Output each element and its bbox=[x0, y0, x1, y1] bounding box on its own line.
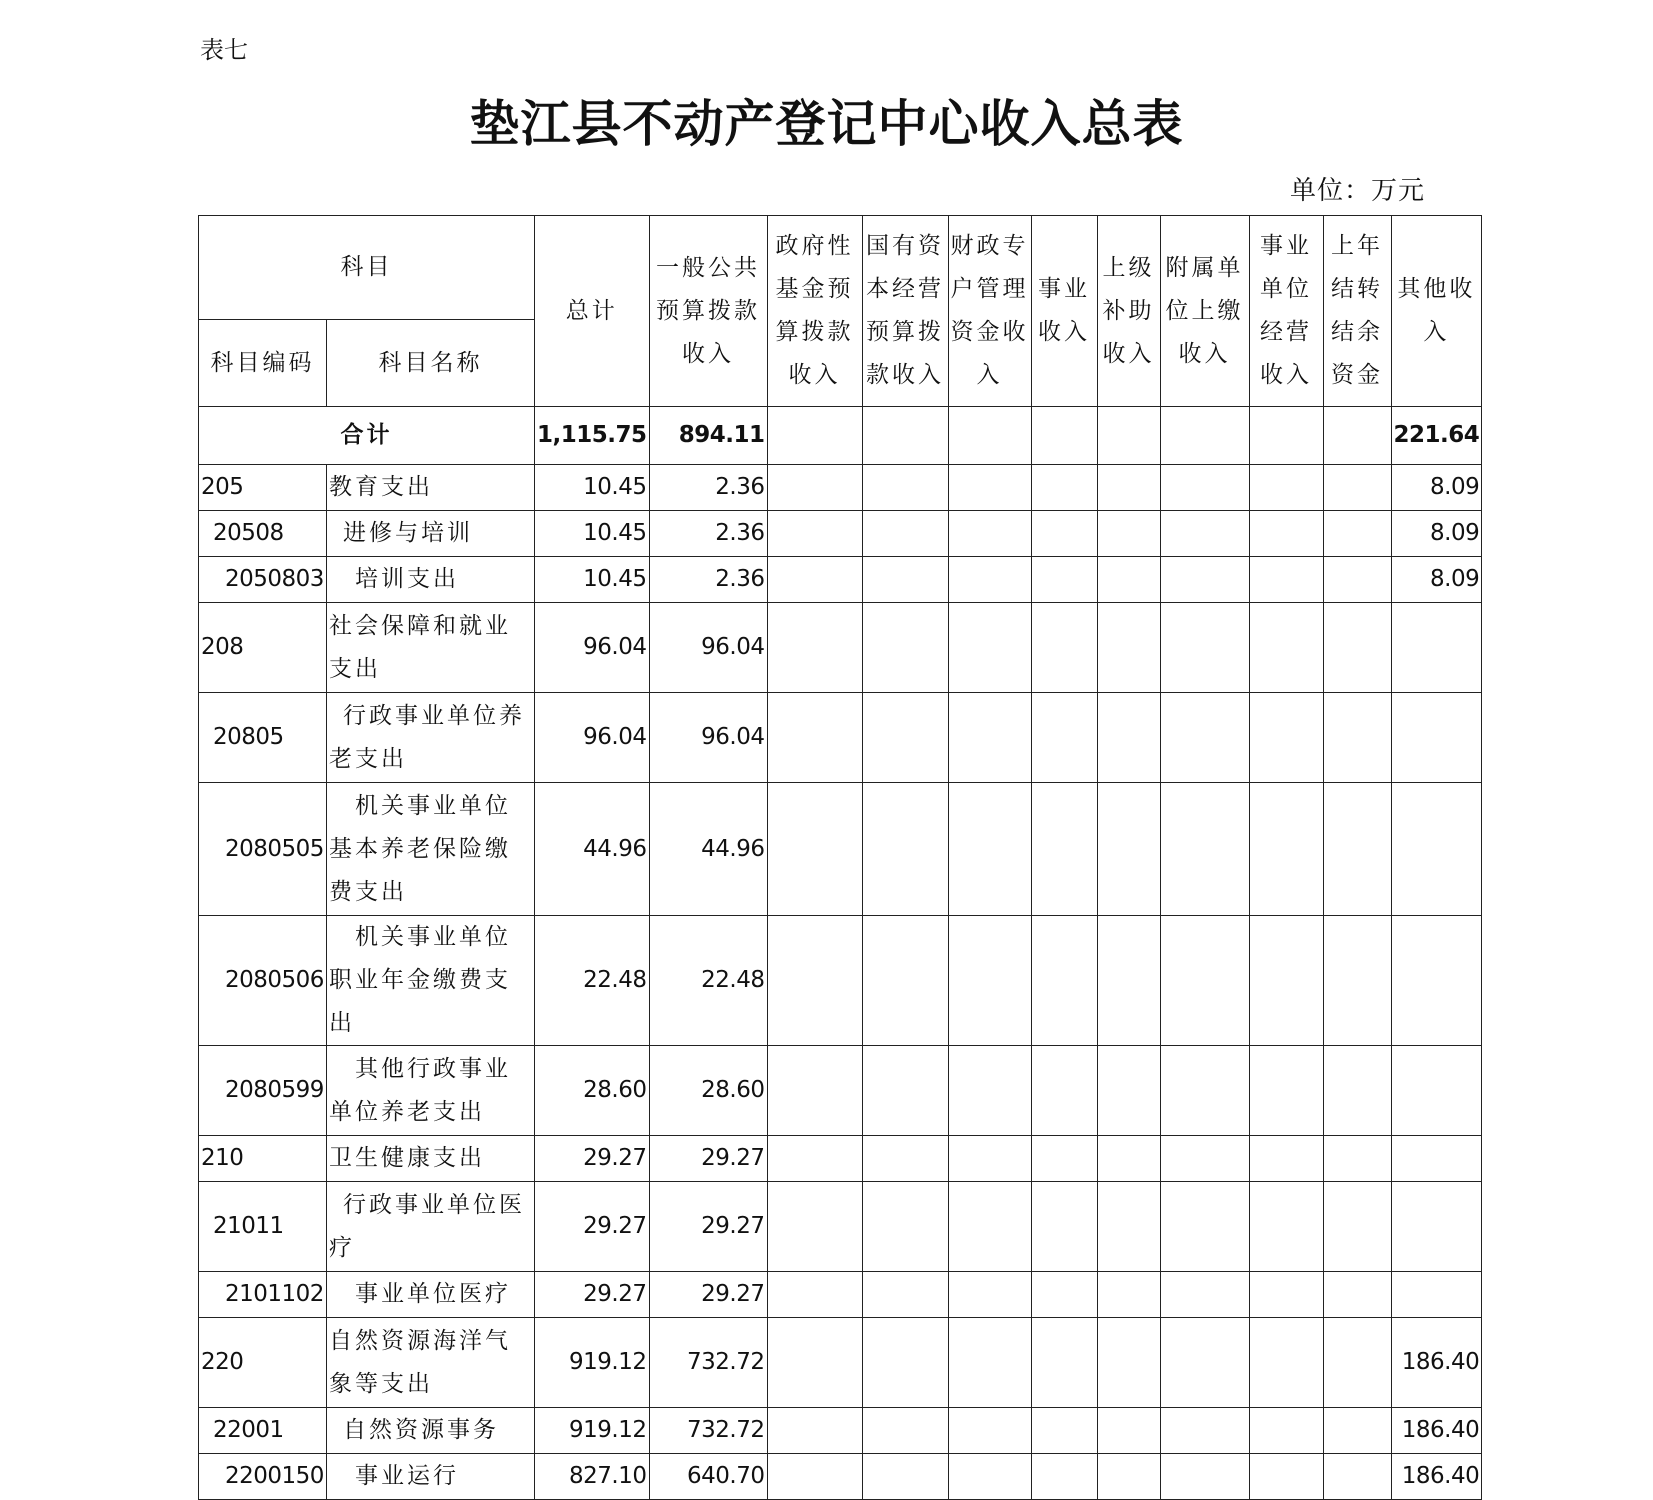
header-code: 科目编码 bbox=[199, 320, 327, 407]
header-general-budget: 一般公共预算拨款收入 bbox=[649, 216, 767, 407]
table-row bbox=[199, 693, 1482, 783]
total-other: 221.64 bbox=[1391, 407, 1482, 465]
row-general: 732.72 bbox=[649, 1318, 767, 1408]
row-other: 186.40 bbox=[1391, 1408, 1482, 1454]
row-name: 行政事业单位养老支出 bbox=[327, 693, 535, 783]
row-other bbox=[1391, 1272, 1482, 1318]
row-general: 44.96 bbox=[649, 783, 767, 916]
table-row bbox=[199, 916, 1482, 1046]
header-other-income: 其他收入 bbox=[1391, 216, 1482, 407]
table-row bbox=[199, 511, 1482, 557]
row-code: 208 bbox=[199, 603, 327, 693]
row-total: 10.45 bbox=[535, 557, 650, 603]
row-other: 186.40 bbox=[1391, 1454, 1482, 1500]
row-total: 10.45 bbox=[535, 465, 650, 511]
row-name: 自然资源海洋气象等支出 bbox=[327, 1318, 535, 1408]
row-total: 10.45 bbox=[535, 511, 650, 557]
row-code: 20508 bbox=[199, 511, 327, 557]
row-general: 640.70 bbox=[649, 1454, 767, 1500]
header-subject: 科目 bbox=[199, 216, 535, 320]
table-row bbox=[199, 557, 1482, 603]
row-total: 827.10 bbox=[535, 1454, 650, 1500]
row-total: 919.12 bbox=[535, 1318, 650, 1408]
row-general: 28.60 bbox=[649, 1046, 767, 1136]
row-total: 29.27 bbox=[535, 1272, 650, 1318]
row-general: 22.48 bbox=[649, 916, 767, 1046]
row-other bbox=[1391, 1182, 1482, 1272]
row-total: 44.96 bbox=[535, 783, 650, 916]
row-code: 2050803 bbox=[199, 557, 327, 603]
row-other bbox=[1391, 783, 1482, 916]
row-total: 29.27 bbox=[535, 1136, 650, 1182]
row-general: 2.36 bbox=[649, 511, 767, 557]
row-code: 20805 bbox=[199, 693, 327, 783]
row-total: 96.04 bbox=[535, 603, 650, 693]
row-code: 22001 bbox=[199, 1408, 327, 1454]
row-name: 其他行政事业单位养老支出 bbox=[327, 1046, 535, 1136]
row-name: 事业运行 bbox=[327, 1454, 535, 1500]
table-row bbox=[199, 1408, 1482, 1454]
total-sum: 1,115.75 bbox=[535, 407, 650, 465]
table-row bbox=[199, 783, 1482, 916]
row-code: 210 bbox=[199, 1136, 327, 1182]
row-code: 2080505 bbox=[199, 783, 327, 916]
header-carryover: 上年结转结余资金 bbox=[1323, 216, 1391, 407]
row-other: 8.09 bbox=[1391, 511, 1482, 557]
unit-label: 单位：万元 bbox=[1290, 176, 1426, 206]
row-name: 事业单位医疗 bbox=[327, 1272, 535, 1318]
row-code: 21011 bbox=[199, 1182, 327, 1272]
row-total: 22.48 bbox=[535, 916, 650, 1046]
header-superior-subsidy: 上级补助收入 bbox=[1097, 216, 1160, 407]
header-special-account: 财政专户管理资金收入 bbox=[948, 216, 1031, 407]
row-total: 29.27 bbox=[535, 1182, 650, 1272]
row-name: 培训支出 bbox=[327, 557, 535, 603]
page-title: 垫江县不动产登记中心收入总表 bbox=[469, 94, 1184, 153]
row-total: 96.04 bbox=[535, 693, 650, 783]
table-row bbox=[199, 1046, 1482, 1136]
row-code: 205 bbox=[199, 465, 327, 511]
header-gov-fund: 政府性基金预算拨款收入 bbox=[767, 216, 862, 407]
row-name: 社会保障和就业支出 bbox=[327, 603, 535, 693]
row-name: 机关事业单位职业年金缴费支出 bbox=[327, 916, 535, 1046]
row-other: 8.09 bbox=[1391, 557, 1482, 603]
row-other: 186.40 bbox=[1391, 1318, 1482, 1408]
row-name: 卫生健康支出 bbox=[327, 1136, 535, 1182]
header-operating-income: 事业单位经营收入 bbox=[1249, 216, 1323, 407]
table-row bbox=[199, 1182, 1482, 1272]
row-other bbox=[1391, 1046, 1482, 1136]
row-other: 8.09 bbox=[1391, 465, 1482, 511]
row-code: 2080506 bbox=[199, 916, 327, 1046]
header-total: 总计 bbox=[535, 216, 650, 407]
row-general: 29.27 bbox=[649, 1182, 767, 1272]
row-general: 2.36 bbox=[649, 557, 767, 603]
header-name: 科目名称 bbox=[327, 320, 535, 407]
row-total: 919.12 bbox=[535, 1408, 650, 1454]
row-code: 2200150 bbox=[199, 1454, 327, 1500]
row-general: 29.27 bbox=[649, 1272, 767, 1318]
table-row bbox=[199, 1454, 1482, 1500]
table-row bbox=[199, 1318, 1482, 1408]
header-business-income: 事业收入 bbox=[1031, 216, 1097, 407]
header-state-capital: 国有资本经营预算拨款收入 bbox=[862, 216, 948, 407]
table-row bbox=[199, 603, 1482, 693]
total-general: 894.11 bbox=[649, 407, 767, 465]
total-row bbox=[199, 407, 1482, 465]
row-name: 进修与培训 bbox=[327, 511, 535, 557]
header-affiliated-unit: 附属单位上缴收入 bbox=[1160, 216, 1249, 407]
row-name: 行政事业单位医疗 bbox=[327, 1182, 535, 1272]
row-other bbox=[1391, 603, 1482, 693]
table-row bbox=[199, 1272, 1482, 1318]
row-other bbox=[1391, 916, 1482, 1046]
row-total: 28.60 bbox=[535, 1046, 650, 1136]
row-general: 732.72 bbox=[649, 1408, 767, 1454]
row-other bbox=[1391, 1136, 1482, 1182]
row-name: 教育支出 bbox=[327, 465, 535, 511]
row-general: 96.04 bbox=[649, 693, 767, 783]
row-code: 220 bbox=[199, 1318, 327, 1408]
row-general: 2.36 bbox=[649, 465, 767, 511]
table-row bbox=[199, 465, 1482, 511]
table-row bbox=[199, 1136, 1482, 1182]
header-row-1 bbox=[199, 216, 1482, 320]
row-code: 2101102 bbox=[199, 1272, 327, 1318]
row-other bbox=[1391, 693, 1482, 783]
row-general: 29.27 bbox=[649, 1136, 767, 1182]
total-label: 合计 bbox=[199, 407, 535, 465]
table-number-label: 表七 bbox=[200, 36, 248, 64]
row-general: 96.04 bbox=[649, 603, 767, 693]
row-name: 机关事业单位基本养老保险缴费支出 bbox=[327, 783, 535, 916]
income-summary-table bbox=[198, 215, 1482, 1500]
row-code: 2080599 bbox=[199, 1046, 327, 1136]
row-name: 自然资源事务 bbox=[327, 1408, 535, 1454]
